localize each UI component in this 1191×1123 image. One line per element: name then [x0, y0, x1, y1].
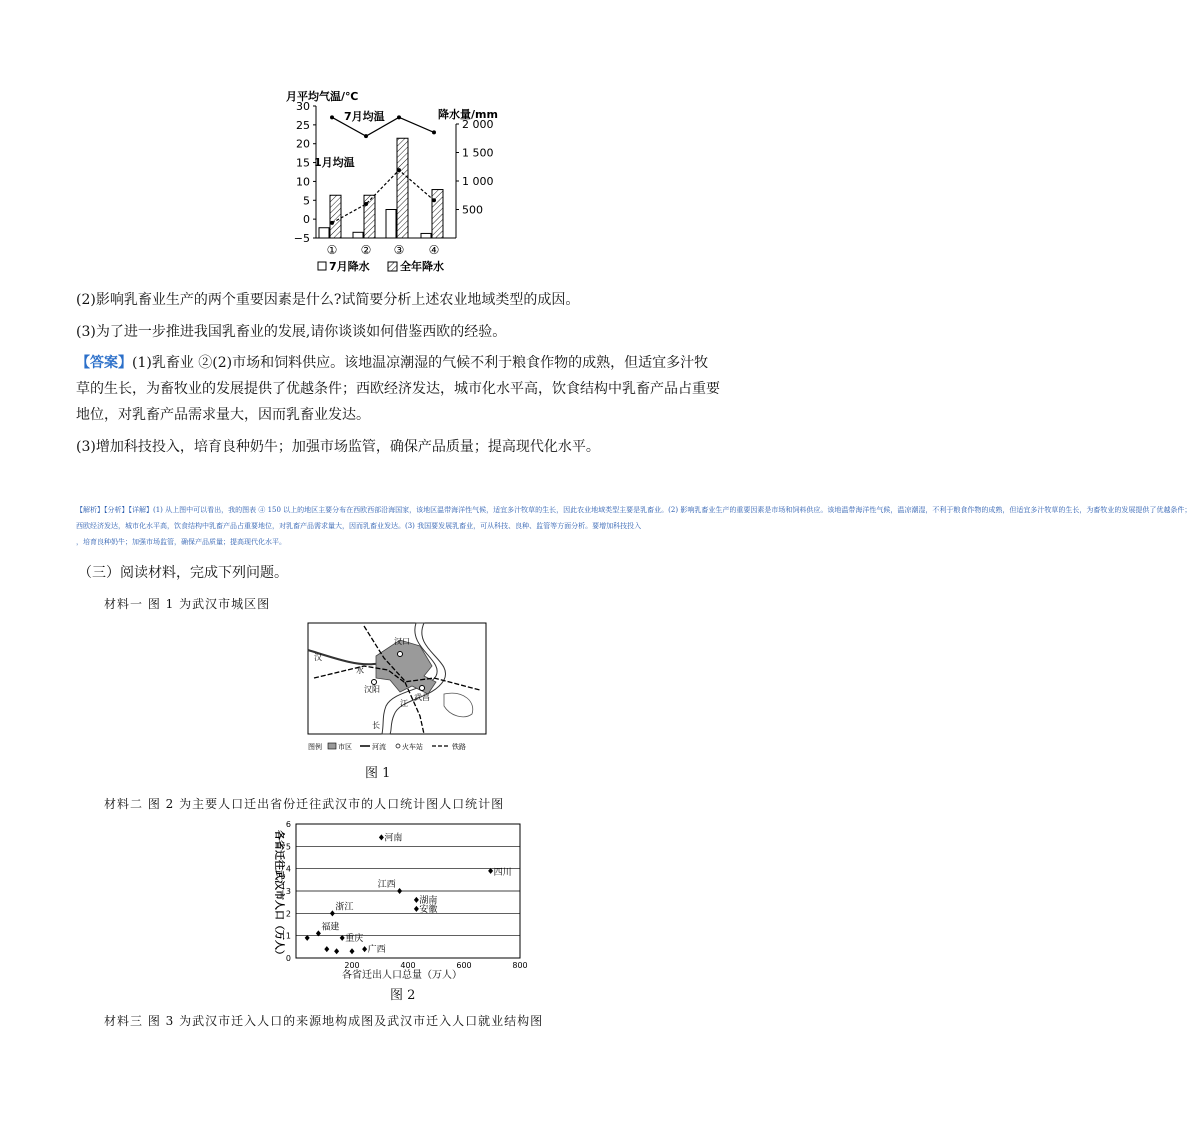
- x-tick-label: 800: [512, 961, 528, 970]
- right-axis-title: 降水量/mm: [438, 108, 498, 121]
- bar-annual-precip: [364, 195, 375, 238]
- jan-temp-line: [332, 170, 434, 223]
- x-tick-label: 200: [344, 961, 360, 970]
- scatter-point-label: 河南: [384, 833, 403, 844]
- scatter-point-label: 重庆: [345, 933, 364, 944]
- y-tick-label: 3: [285, 887, 291, 896]
- scatter-point-label: 福建: [321, 922, 340, 933]
- label-han: 汉: [314, 653, 322, 662]
- legend-station-swatch: [396, 744, 400, 748]
- bar-july-precip: [386, 210, 396, 239]
- label-shui: 水: [356, 666, 364, 675]
- question-2: (2)影响乳畜业生产的两个重要因素是什么?试简要分析上述农业地域类型的成因。: [76, 292, 580, 308]
- y-tick-label: 1: [285, 931, 291, 941]
- legend-prefix: 图例: [308, 743, 322, 751]
- y-tick-label: 2: [285, 909, 291, 919]
- scatter-point-label: 湖南: [419, 895, 438, 906]
- map-legend: [308, 742, 466, 751]
- station-hanyang: [372, 680, 377, 685]
- scatter-point-label: 浙江: [335, 902, 354, 913]
- left-tick-label: 20: [296, 137, 310, 151]
- legend-urban: 市区: [338, 743, 352, 751]
- legend-urban-swatch: [328, 743, 336, 749]
- material-2: 材料二 图 2 为主要人口迁出省份迁往武汉市的人口统计图人口统计图: [104, 797, 505, 811]
- jan-temp-point: [364, 202, 368, 206]
- legend-station: 火车站: [402, 743, 423, 751]
- left-tick-label: −5: [293, 232, 310, 245]
- material-3: 材料三 图 3 为武汉市迁入人口的来源地构成图及武汉市迁入人口就业结构图: [104, 1014, 544, 1028]
- y-tick-label: 6: [285, 820, 291, 829]
- left-tick-label: 0: [303, 213, 310, 227]
- left-tick-label: 25: [296, 118, 310, 132]
- category-label: ④: [428, 243, 440, 257]
- category-label: ③: [393, 243, 405, 257]
- y-tick-label: 5: [285, 842, 291, 852]
- answer-block: [76, 350, 736, 460]
- migration-scatter: [262, 816, 528, 982]
- station-wuchang: [420, 686, 425, 691]
- material-1: 材料一 图 1 为武汉市城区图: [104, 597, 271, 611]
- legend-annual: 全年降水: [400, 260, 444, 273]
- y-tick-label: 4: [285, 864, 291, 874]
- july-temp-point: [364, 134, 368, 138]
- legend-river: 河流: [372, 743, 386, 751]
- explanation: [76, 502, 1191, 550]
- answer-line-3: 地位，对乳畜产品需求量大，因而乳畜业发达。: [76, 407, 370, 423]
- legend-july: 7月降水: [329, 260, 370, 273]
- label-hanyang: 汉阳: [364, 685, 380, 694]
- bar-annual-precip: [432, 190, 443, 238]
- left-axis-title: 月平均气温/℃: [286, 90, 359, 103]
- label-chang: 长: [372, 721, 380, 730]
- x-tick-label: 400: [400, 961, 416, 970]
- explanation-line-1: 【解析】【分析】【详解】(1) 从上图中可以看出，我的图表 ④ 150 以上的地区主要分布在西欧西部沿海国家，该地区温带海洋性气候，适宜多汁牧草的生长，因此农业地域类型主要是乳畜业。(2) 影响乳畜业生产的重要因素是市场和饲料供应。该地温带海洋性气候，温凉潮湿，不利于粮食作物的成熟，但适宜多汁牧草的生长，为畜牧业的发展提供了优越条件；: [76, 506, 1191, 514]
- legend-july-swatch: [318, 262, 326, 270]
- july-temp-point: [397, 115, 401, 119]
- scatter-point-label: 江西: [377, 880, 396, 890]
- right-tick-label: 1 000: [462, 175, 494, 188]
- scatter-caption: 图 2: [390, 988, 416, 1003]
- scatter-point-label: 安徽: [419, 904, 438, 915]
- legend-railway: 铁路: [452, 743, 466, 751]
- label-hankou: 汉口: [394, 637, 410, 646]
- legend: [318, 259, 444, 273]
- july-temp-label: 7月均温: [344, 110, 385, 123]
- bar-july-precip: [421, 233, 431, 238]
- left-tick-label: 5: [303, 194, 310, 208]
- scatter-ylabel: 各省迁往武汉市人口（万人）: [273, 830, 284, 960]
- july-temp-point: [432, 130, 436, 134]
- category-label: ②: [360, 243, 372, 257]
- right-tick-label: 1 500: [462, 146, 494, 160]
- jan-temp-point: [330, 221, 334, 225]
- july-temp-point: [330, 115, 334, 119]
- wuhan-map: [304, 620, 490, 760]
- map-caption: 图 1: [365, 766, 391, 781]
- left-tick-label: 10: [296, 175, 310, 189]
- explanation-line-3: ，培育良种奶牛；加强市场监管，确保产品质量；提高现代化水平。: [76, 538, 286, 546]
- jan-temp-label: 1月均温: [314, 156, 355, 169]
- label-wuchang: 武昌: [414, 693, 430, 702]
- y-tick-label: 0: [285, 954, 291, 963]
- bar-july-precip: [353, 232, 363, 238]
- bar-july-precip: [319, 228, 329, 238]
- climate-chart: [276, 86, 516, 276]
- jan-temp-point: [432, 198, 436, 202]
- question-3: (3)为了进一步推进我国乳畜业的发展,请你谈谈如何借鉴西欧的经验。: [76, 324, 507, 340]
- jan-temp-point: [397, 168, 401, 172]
- x-tick-label: 600: [456, 961, 472, 970]
- scatter-point-label: 四川: [493, 867, 512, 878]
- scatter-xlabel: 各省迁出人口总量（万人）: [342, 970, 462, 981]
- label-jiang: 江: [400, 699, 408, 708]
- station-hankou: [398, 652, 403, 657]
- section-3-title: （三）阅读材料，完成下列问题。: [78, 565, 288, 581]
- answer-line-4: (3)增加科技投入，培育良种奶牛；加强市场监管，确保产品质量；提高现代化水平。: [76, 439, 600, 455]
- explanation-line-2: 西欧经济发达，城市化水平高，饮食结构中乳畜产品占重要地位，对乳畜产品需求量大，因而乳畜业发达。(3) 我国要发展乳畜业，可从科技、良种、监管等方面分析。要增加科技投入: [76, 522, 642, 530]
- category-label: ①: [326, 243, 338, 257]
- answer-line-1: [76, 350, 736, 376]
- bar-annual-precip: [330, 195, 341, 238]
- scatter-point-label: 广西: [367, 945, 386, 956]
- legend-annual-swatch: [388, 262, 397, 271]
- answer-line-2: 草的生长，为畜牧业的发展提供了优越条件；西欧经济发达，城市化水平高，饮食结构中乳畜产品占重要: [76, 381, 720, 397]
- bar-annual-precip: [397, 138, 408, 238]
- left-tick-label: 30: [296, 100, 310, 113]
- left-tick-label: 15: [296, 156, 310, 170]
- answer-label: 【答案】: [76, 355, 132, 371]
- right-tick-label: 2 000: [462, 118, 494, 131]
- answer-text-1: (1)乳畜业 ②(2)市场和饲料供应。该地温凉潮湿的气候不利于粮食作物的成熟，但适宜多汁牧: [132, 355, 709, 371]
- right-tick-label: 500: [462, 203, 483, 217]
